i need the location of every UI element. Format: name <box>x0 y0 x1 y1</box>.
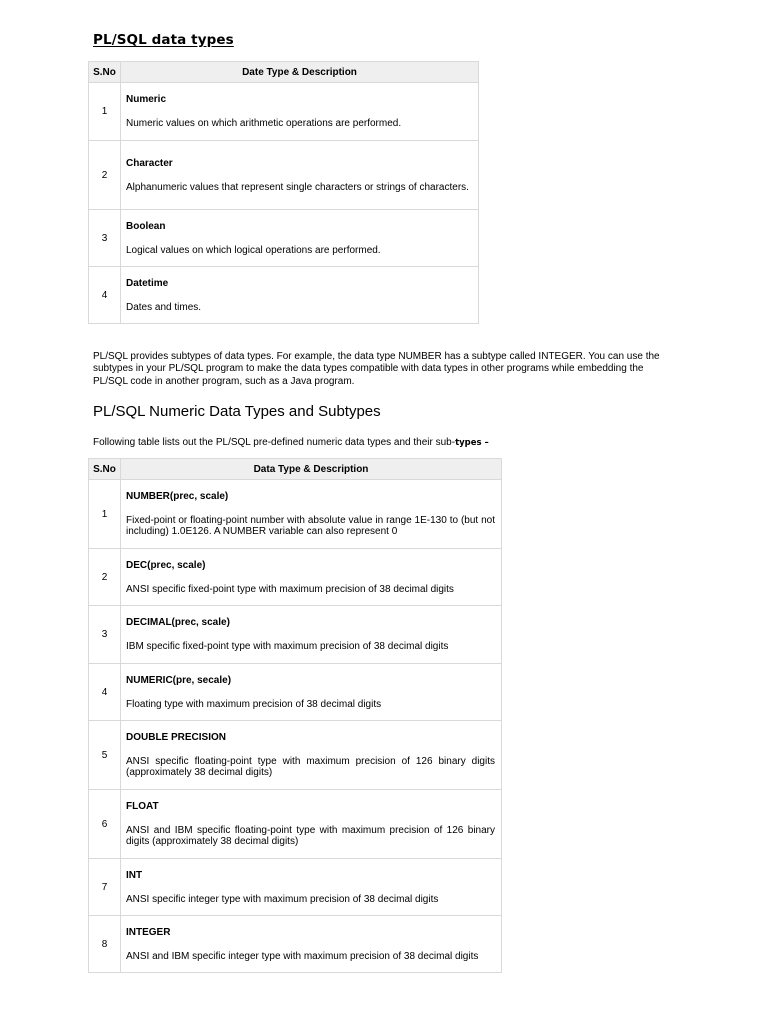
table-row <box>89 83 479 141</box>
type-text: Dates and times. <box>126 301 202 313</box>
type-text: ANSI and IBM specific integer type with maximum precision of 38 decimal digits <box>126 950 479 962</box>
row-description <box>121 141 479 210</box>
type-text: ANSI and IBM specific floating-point type with maximum precision of 126 binary digits (approximately 38 decimal digits) <box>126 825 495 847</box>
row-number: 2 <box>89 549 121 606</box>
description-header: Date Type & Description <box>121 62 479 83</box>
row-description <box>121 267 479 324</box>
subtypes-paragraph: PL/SQL provides subtypes of data types. For example, the data type NUMBER has a subtype called INTEGER. You can use the subtypes in your PL/SQL program to make the data types compatible with data types in other programs while embedding the PL/SQL code in another program, such as a Java program. <box>93 351 660 387</box>
type-text: Fixed-point or floating-point number with absolute value in range 1E-130 to (but not including) 1.0E126. A NUMBER variable can also represent 0 <box>126 515 495 537</box>
numeric-types-table <box>88 458 502 973</box>
row-number: 7 <box>89 859 121 916</box>
row-number: 4 <box>89 267 121 324</box>
table-row <box>89 267 479 324</box>
type-name: FLOAT <box>126 801 159 812</box>
row-description <box>121 721 502 790</box>
type-name: DEC(prec, scale) <box>126 559 206 571</box>
row-description <box>121 480 502 549</box>
type-text: Numeric values on which arithmetic operations are performed. <box>126 118 402 129</box>
type-name: Boolean <box>126 220 166 232</box>
table-row <box>89 606 502 664</box>
table-header-row <box>89 62 479 83</box>
sno-header: S.No <box>89 62 121 83</box>
type-name: Numeric <box>126 94 167 105</box>
intro-prefix: Following table lists out the PL/SQL pre-defined numeric data types and their sub- <box>93 437 456 448</box>
table-row <box>89 916 502 973</box>
row-number: 8 <box>89 916 121 973</box>
row-number: 3 <box>89 606 121 664</box>
row-description <box>121 916 502 973</box>
table-row <box>89 210 479 267</box>
row-number: 1 <box>89 83 121 141</box>
document-title: PL/SQL data types <box>93 32 234 48</box>
row-description <box>121 664 502 721</box>
type-name: INT <box>126 869 143 881</box>
table-header-row <box>89 459 502 480</box>
table-row <box>89 664 502 721</box>
row-number: 5 <box>89 721 121 790</box>
type-text: Floating type with maximum precision of 38 decimal digits <box>126 698 382 710</box>
section-heading: PL/SQL Numeric Data Types and Subtypes <box>93 403 381 420</box>
type-text: Alphanumeric values that represent single characters or strings of characters. <box>126 181 469 193</box>
row-description <box>121 210 479 267</box>
description-header: Data Type & Description <box>121 459 502 480</box>
data-types-table <box>88 61 479 324</box>
type-text: IBM specific fixed-point type with maximum precision of 38 decimal digits <box>126 641 449 652</box>
type-text: ANSI specific fixed-point type with maximum precision of 38 decimal digits <box>126 583 454 595</box>
table-row <box>89 141 479 210</box>
type-name: DOUBLE PRECISION <box>126 732 227 743</box>
sno-header: S.No <box>89 459 121 480</box>
table-row <box>89 549 502 606</box>
intro-suffix: types – <box>455 438 489 448</box>
type-name: Datetime <box>126 277 169 289</box>
type-name: Character <box>126 157 173 169</box>
row-number: 6 <box>89 790 121 859</box>
type-name: NUMERIC(pre, secale) <box>126 674 232 686</box>
row-number: 4 <box>89 664 121 721</box>
row-number: 1 <box>89 480 121 549</box>
type-name: DECIMAL(prec, scale) <box>126 617 230 628</box>
type-text: ANSI specific integer type with maximum precision of 38 decimal digits <box>126 893 439 905</box>
row-description <box>121 83 479 141</box>
intro-text <box>93 437 489 448</box>
row-number: 2 <box>89 141 121 210</box>
type-text: ANSI specific floating-point type with maximum precision of 126 binary digits (approximately 38 decimal digits) <box>126 756 495 778</box>
table-row <box>89 721 502 790</box>
row-description <box>121 549 502 606</box>
type-name: NUMBER(prec, scale) <box>126 491 229 502</box>
table-row <box>89 790 502 859</box>
type-name: INTEGER <box>126 926 171 938</box>
type-text: Logical values on which logical operations are performed. <box>126 244 381 256</box>
row-description <box>121 606 502 664</box>
row-description <box>121 859 502 916</box>
row-description <box>121 790 502 859</box>
table-row <box>89 859 502 916</box>
row-number: 3 <box>89 210 121 267</box>
table-row <box>89 480 502 549</box>
